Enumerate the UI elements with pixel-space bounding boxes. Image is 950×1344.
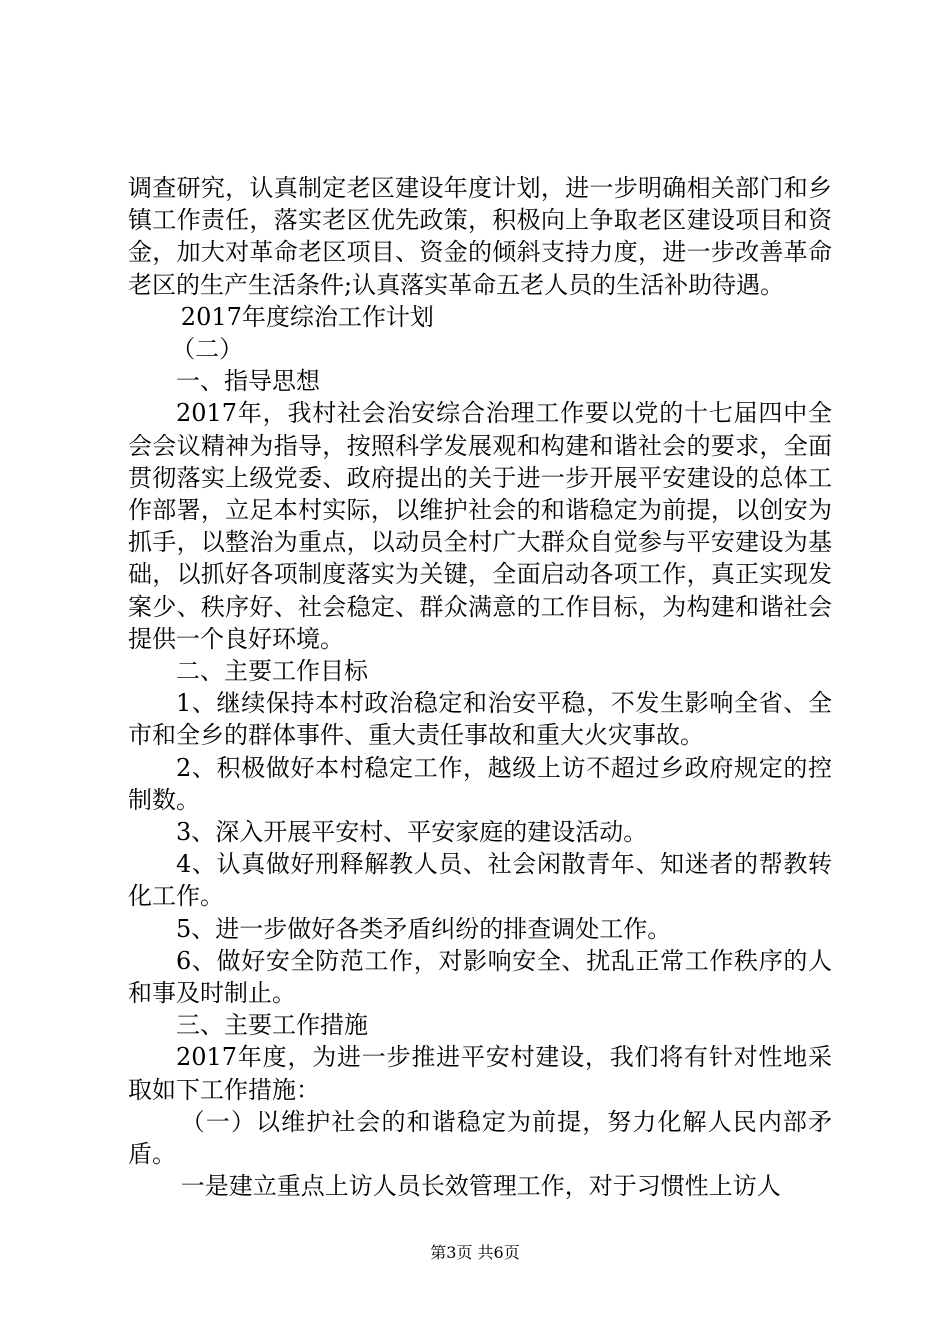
paragraph-guiding-ideology: 2017年，我村社会治安综合治理工作要以党的十七届四中全会会议精神为指导，按照科学发展观和构建和谐社会的要求，全面贯彻落实上级党委、政府提出的关于进一步开展平安建设的总体工作部署，立足本村实际，以维护社会的和谐稳定为前提，以创安为抓手，以整治为重点，以动员全村广大群众自觉参与平安建设为基础，以抓好各项制度落实为关键，全面启动各项工作，真正实现发案少、秩序好、社会稳定、群众满意的工作目标，为构建和谐社会提供一个良好环境。	[128, 399, 832, 653]
goal-item-2: 2、积极做好本村稳定工作，越级上访不超过乡政府规定的控制数。	[128, 753, 832, 814]
plan-title: 2017年度综治工作计划	[180, 302, 434, 331]
heading-guiding-ideology: 一、指导思想	[176, 367, 320, 396]
section-number: （二）	[171, 335, 244, 364]
measure-item-1-detail: 一是建立重点上访人员长效管理工作，对于习惯性上访人	[180, 1172, 781, 1201]
goal-item-1: 1、继续保持本村政治稳定和治安平稳，不发生影响全省、全市和全乡的群体事件、重大责任事故和重大火灾事故。	[128, 689, 832, 750]
goal-item-3: 3、深入开展平安村、平安家庭的建设活动。	[176, 818, 648, 847]
document-body	[128, 172, 832, 1203]
paragraph-measures-intro: 2017年度，为进一步推进平安村建设，我们将有针对性地采取如下工作措施：	[128, 1043, 832, 1104]
page-footer: 第3页 共6页	[430, 1243, 520, 1262]
goal-item-6: 6、做好安全防范工作，对影响安全、扰乱正常工作秩序的人和事及时制止。	[128, 946, 832, 1008]
goal-item-5: 5、进一步做好各类矛盾纠纷的排查调处工作。	[176, 914, 672, 943]
measure-item-1: （一）以维护社会的和谐稳定为前提，努力化解人民内部矛盾。	[128, 1107, 832, 1169]
paragraph-intro: 调查研究，认真制定老区建设年度计划，进一步明确相关部门和乡镇工作责任，落实老区优先政策，积极向上争取老区建设项目和资金，加大对革命老区项目、资金的倾斜支持力度，进一步改善革命老区的生产生活条件;认真落实革命五老人员的生活补助待遇。	[128, 174, 832, 299]
heading-main-measures: 三、主要工作措施	[176, 1011, 368, 1040]
goal-item-4: 4、认真做好刑释解教人员、社会闲散青年、知迷者的帮教转化工作。	[128, 850, 832, 911]
heading-main-goals: 二、主要工作目标	[176, 657, 368, 686]
